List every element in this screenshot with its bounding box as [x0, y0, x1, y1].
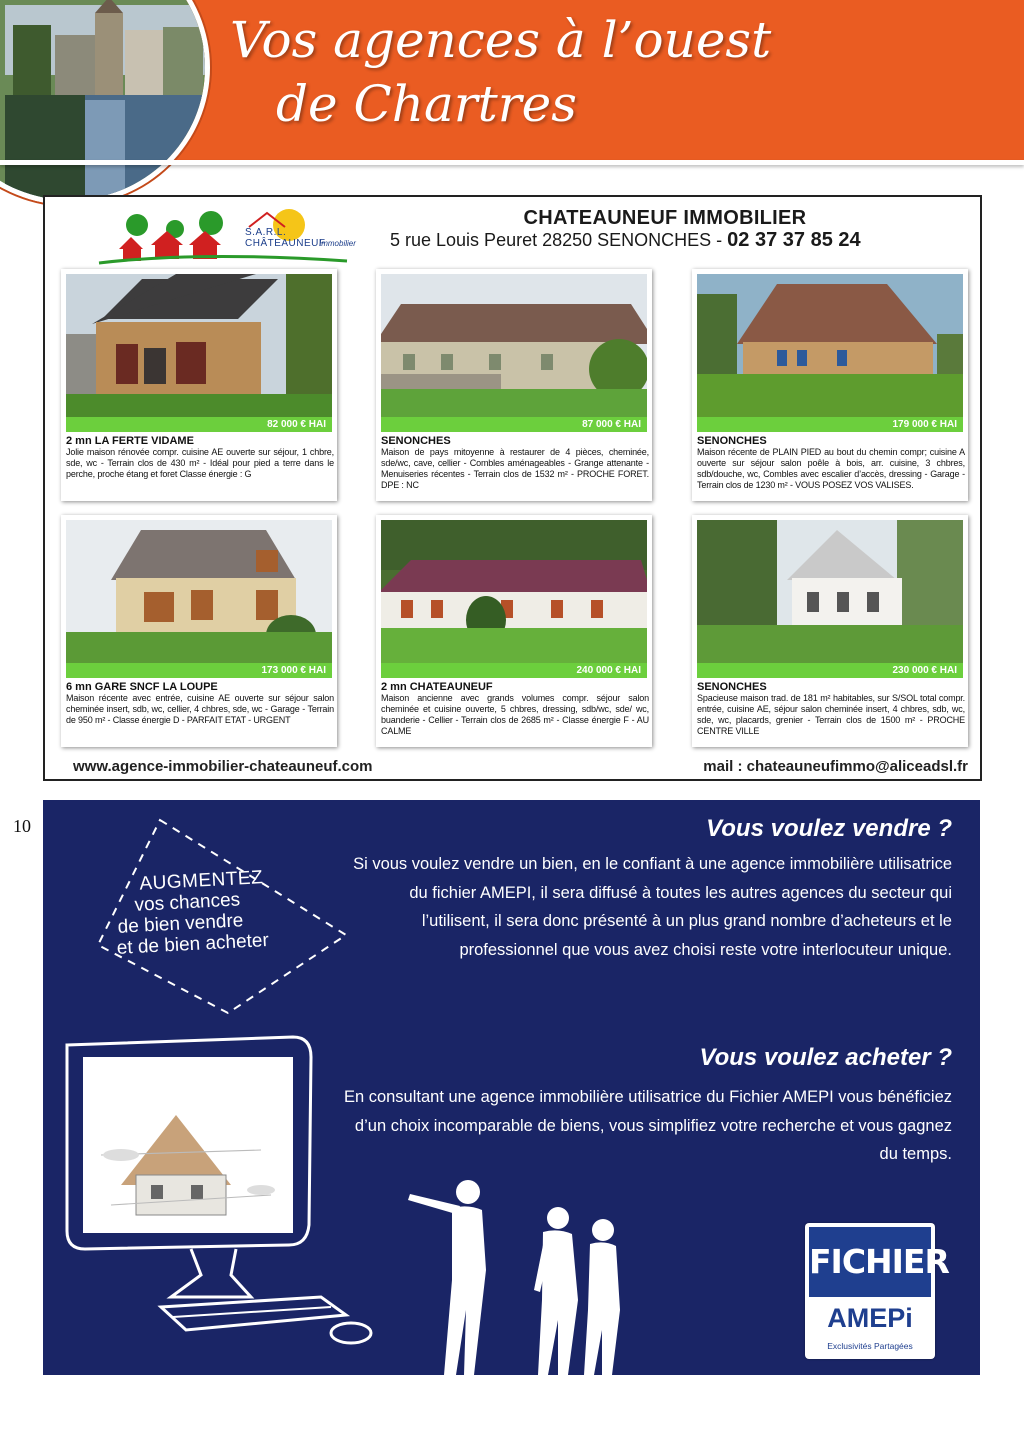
- listing-card-2[interactable]: [376, 269, 652, 501]
- buy-heading: Vous voulez acheter ?: [699, 1044, 952, 1071]
- listing-description: Maison de pays mitoyenne à restaurer de 4 pièces, cheminée, sde/wc, cave, cellier - Combles aménageables - Grange attenante - Menuiseries récentes - Terrain clos de 1532 m² - PROCHE FORET. DPE : NC: [381, 447, 649, 490]
- computer-monitor-illustration: [61, 1035, 381, 1355]
- people-silhouettes: [408, 1170, 668, 1375]
- listing-price: 82 000 € HAI: [66, 417, 332, 432]
- listing-photo-3: [697, 274, 963, 417]
- listing-title: 2 mn LA FERTE VIDAME: [66, 435, 194, 447]
- listing-card-1[interactable]: [61, 269, 337, 501]
- agency-listing-box: [43, 195, 982, 781]
- listing-title: 2 mn CHATEAUNEUF: [381, 681, 493, 693]
- amepi-panel: [43, 800, 980, 1375]
- agency-name: CHATEAUNEUF IMMOBILIER: [523, 207, 807, 229]
- agency-address-line: [390, 229, 960, 252]
- fichier-amepi-logo: [805, 1223, 949, 1359]
- header-rule: [0, 160, 1024, 165]
- listing-photo-6: [697, 520, 963, 663]
- tagline-line-2: vos chances: [134, 889, 241, 916]
- page-title: [230, 8, 990, 136]
- augmentez-tagline: [113, 867, 269, 959]
- tagline-line-3: de bien vendre: [117, 910, 244, 938]
- page-number: 10: [13, 816, 31, 836]
- listing-description: Jolie maison rénovée compr. cuisine AE ouverte sur séjour, 1 chbre, sde, wc - Terrain clos de 430 m² - Idéal pour pied a terre dans le perche, proche étang et foret Classe énergie : G: [66, 447, 334, 479]
- listing-description: Maison ancienne avec grands volumes compr. séjour salon cheminée et cuisine ouverte, 5 chbres, dressing, sdb/wc, sde/ wc, buanderie - Cellier - Terrain clos de 2685 m² - Classe énergie F - AU CALME: [381, 693, 649, 736]
- buy-paragraph: En consultant une agence immobilière utilisatrice du Fichier AMEPI vous bénéficiez d’un choix incomparable de biens, vous simplifiez votre recherche et vous gagnez du temps.: [343, 1088, 952, 1163]
- tagline-line-1: AUGMENTEZ: [138, 867, 264, 895]
- agency-address: 5 rue Louis Peuret 28250 SENONCHES: [390, 230, 712, 250]
- listing-photo-4: [66, 520, 332, 663]
- sell-paragraph: Si vous voulez vendre un bien, en le confiant à une agence immobilière utilisatrice du fichier AMEPI, il sera diffusé à toutes les autres agences du secteur qui l’utilisent, il sera donc présenté à un plus grand nombre d’acheteurs et le professionnel que vous avez choisi reste votre interlocuteur unique.: [353, 855, 952, 959]
- listing-price: 87 000 € HAI: [381, 417, 647, 432]
- agency-email-link[interactable]: mail : chateauneufimmo@aliceadsl.fr: [703, 758, 968, 775]
- listing-card-6[interactable]: [692, 515, 968, 747]
- listing-description: Maison récente de PLAIN PIED au bout du chemin compr; cuisine A ouverte sur séjour salon poêle à bois, arr. cuisine, 3 chbres, sdb/douche, wc, Combles avec escalier d’accès, dressing - Garage - Terrain clos de 1230 m² - VOUS POSEZ VOS VALISES.: [697, 447, 965, 490]
- listing-photo-1: [66, 274, 332, 417]
- listing-photo-2: [381, 274, 647, 417]
- listing-card-5[interactable]: [376, 515, 652, 747]
- logo-fichier-text: FICHIER: [809, 1227, 931, 1297]
- listing-photo-5: [381, 520, 647, 663]
- address-separator: -: [711, 230, 728, 250]
- listing-price: 179 000 € HAI: [697, 417, 963, 432]
- listing-description: Maison récente avec entrée, cuisine AE ouverte sur séjour salon cheminée insert, sdb, wc, cellier, 4 chbres, sde, wc - Garage - Terrain de 950 m² - Classe énergie D - PARFAIT ETAT - URGENT: [66, 693, 334, 725]
- agency-logo: [79, 205, 356, 265]
- agency-phone[interactable]: 02 37 37 85 24: [727, 229, 861, 251]
- title-line-1: Vos agences à l’ouest: [230, 11, 772, 69]
- tagline-line-4: et de bien acheter: [116, 929, 270, 959]
- logo-amepi-text: AMEPi: [827, 1303, 913, 1333]
- listing-title: 6 mn GARE SNCF LA LOUPE: [66, 681, 218, 693]
- listing-price: 230 000 € HAI: [697, 663, 963, 678]
- logo-tagline: Exclusivités Partagées: [827, 1341, 913, 1351]
- page-header: [0, 0, 1024, 160]
- listing-price: 173 000 € HAI: [66, 663, 332, 678]
- listing-price: 240 000 € HAI: [381, 663, 647, 678]
- listing-card-4[interactable]: [61, 515, 337, 747]
- logo-subtext: Immobilier: [319, 239, 356, 248]
- header-canal-photo: [0, 0, 210, 205]
- agency-website-link[interactable]: www.agence-immobilier-chateauneuf.com: [73, 758, 373, 775]
- title-line-2: de Chartres: [276, 75, 577, 133]
- listing-card-3[interactable]: [692, 269, 968, 501]
- logo-text: S.A.R.L. CHÂTEAUNEUF: [245, 227, 326, 249]
- listing-title: SENONCHES: [697, 435, 767, 447]
- sell-heading: Vous voulez vendre ?: [706, 815, 952, 842]
- listing-title: SENONCHES: [381, 435, 451, 447]
- listing-description: Spacieuse maison trad. de 181 m² habitables, sur S/SOL total compr. entrée, cuisine AE, séjour salon cheminée insert, 4 chbres, sdb, wc, sde, wc, placards, grenier - Terrain clos de 1500 m² - PROCHE CENTRE VILLE: [697, 693, 965, 736]
- listing-title: SENONCHES: [697, 681, 767, 693]
